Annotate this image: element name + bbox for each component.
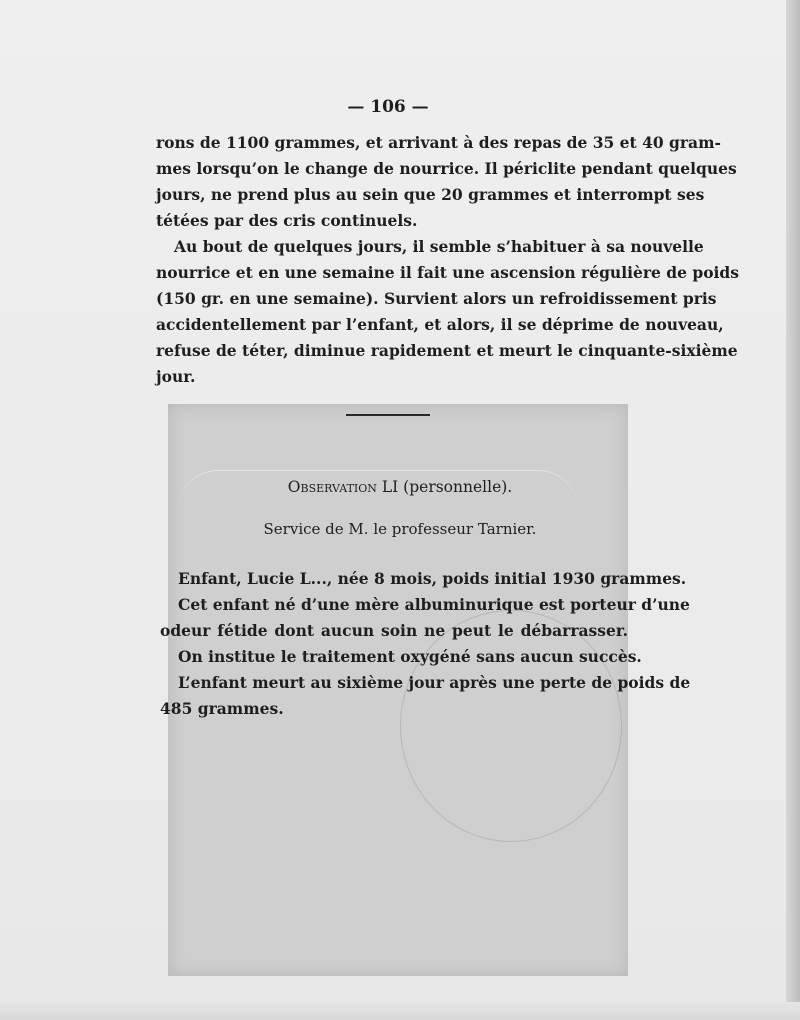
page-number: — 106 —	[347, 97, 429, 117]
text-line: 485 grammes.	[160, 699, 284, 718]
text-line: jours, ne prend plus au sein que 20 grammes et interrompt ses	[156, 185, 705, 204]
observation-title-rest: LI (personnelle).	[376, 478, 513, 496]
section-divider-rule	[346, 414, 430, 416]
text-line: mes lorsqu’on le change de nourrice. Il périclite pendant quelques	[156, 159, 737, 178]
observation-title	[0, 478, 800, 496]
text-line: Cet enfant né d’une mère albuminurique est porteur d’une	[178, 595, 690, 614]
text-line: tétées par des cris continuels.	[156, 211, 418, 230]
text-line: accidentellement par l’enfant, et alors, il se déprime de nouveau,	[156, 315, 724, 334]
text-line: L’enfant meurt au sixième jour après une perte de poids de	[178, 673, 691, 692]
text-line: Enfant, Lucie L..., née 8 mois, poids initial 1930 grammes.	[178, 569, 687, 588]
observation-service: Service de M. le professeur Tarnier.	[263, 520, 537, 538]
text-line: refuse de téter, diminue rapidement et meurt le cinquante-sixième	[156, 341, 738, 360]
text-line: rons de 1100 grammes, et arrivant à des repas de 35 et 40 gram-	[156, 133, 721, 152]
observation-title-prefix: Observation	[287, 478, 377, 496]
observation-body	[160, 566, 691, 722]
text-line: (150 gr. en une semaine). Survient alors un refroidissement pris	[156, 289, 717, 308]
text-line: nourrice et en une semaine il fait une ascension régulière de poids	[156, 263, 739, 282]
text-line: odeur fétide dont aucun soin ne peut le débarrasser.	[160, 621, 628, 640]
text-line: On institue le traitement oxygéné sans aucun succès.	[178, 647, 642, 666]
page-edge-shadow	[786, 0, 800, 1020]
top-paragraph-block	[156, 130, 739, 390]
page-bottom-edge	[0, 1002, 800, 1020]
text-line: Au bout de quelques jours, il semble s’habituer à sa nouvelle	[174, 237, 704, 256]
text-line: jour.	[156, 367, 196, 386]
